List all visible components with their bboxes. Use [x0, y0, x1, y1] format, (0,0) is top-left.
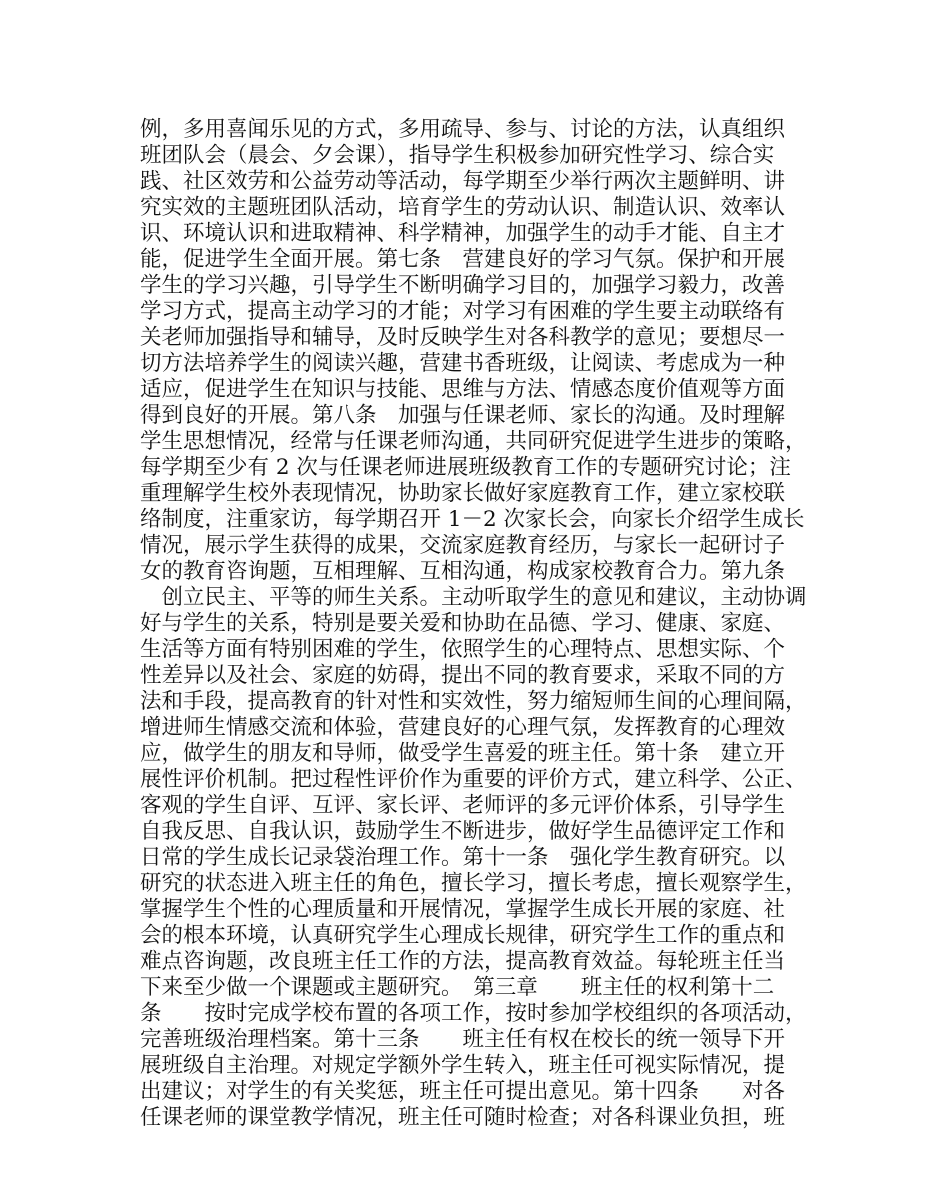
- text-line: 切方法培养学生的阅读兴趣，营建书香班级，让阅读、考虑成为一种: [140, 351, 786, 376]
- text-line: 条 按时完成学校布置的各项工作，按时参加学校组织的各项活动，: [140, 1001, 807, 1026]
- text-line: 会的根本环境，认真研究学生心理成长规律，研究学生工作的重点和: [140, 923, 786, 948]
- body-text: [140, 117, 820, 1131]
- text-line: 得到良好的开展。第八条 加强与任课老师、家长的沟通。及时理解: [140, 403, 786, 428]
- text-line: 自我反思、自我认识，鼓励学生不断进步，做好学生品德评定工作和: [140, 819, 786, 844]
- text-line: 难点咨询题，改良班主任工作的方法，提高教育效益。每轮班主任当: [140, 949, 786, 974]
- text-line: 日常的学生成长记录袋治理工作。第十一条 强化学生教育研究。以: [140, 845, 786, 870]
- text-line: 班团队会（晨会、夕会课），指导学生积极参加研究性学习、综合实: [140, 143, 775, 168]
- text-line: 究实效的主题班团队活动，培育学生的劳动认识、制造认识、效率认: [140, 195, 786, 220]
- text-line: 适应，促进学生在知识与技能、思维与方法、情感态度价值观等方面: [140, 377, 786, 402]
- text-line: 学生的学习兴趣，引导学生不断明确学习目的，加强学习毅力，改善: [140, 273, 786, 298]
- text-line: 完善班级治理档案。第十三条 班主任有权在校长的统一领导下开: [140, 1027, 786, 1052]
- text-line: 下来至少做一个课题或主题研究。 第三章 班主任的权利第十二: [140, 975, 775, 1000]
- text-line: 学生思想情况，经常与任课老师沟通，共同研究促进学生进步的策略，: [140, 429, 807, 454]
- text-line: 络制度，注重家访，每学期召开 1－2 次家长会，向家长介绍学生成长: [140, 507, 805, 532]
- text-line: 客观的学生自评、互评、家长评、老师评的多元评价体系，引导学生: [140, 793, 786, 818]
- text-line: 展性评价机制。把过程性评价作为重要的评价方式，建立科学、公正、: [140, 767, 807, 792]
- text-line: 法和手段，提高教育的针对性和实效性，努力缩短师生间的心理间隔，: [140, 689, 807, 714]
- text-line: 增进师生情感交流和体验，营建良好的心理气氛，发挥教育的心理效: [140, 715, 786, 740]
- text-line: 每学期至少有 2 次与任课老师进展班级教育工作的专题研究讨论；注: [140, 455, 791, 480]
- text-line: 应，做学生的朋友和导师，做受学生喜爱的班主任。第十条 建立开: [140, 741, 786, 766]
- text-line: 例，多用喜闻乐见的方式，多用疏导、参与、讨论的方法，认真组织: [140, 117, 786, 142]
- text-line: 好与学生的关系，特别是要关爱和协助在品德、学习、健康、家庭、: [140, 611, 786, 636]
- text-line: 任课老师的课堂教学情况，班主任可随时检查；对各科课业负担，班: [140, 1105, 786, 1130]
- text-line: 出建议；对学生的有关奖惩，班主任可提出意见。第十四条 对各: [140, 1079, 786, 1104]
- text-line: 研究的状态进入班主任的角色，擅长学习，擅长考虑，擅长观察学生，: [140, 871, 807, 896]
- text-line: 情况，展示学生获得的成果，交流家庭教育经历，与家长一起研讨子: [140, 533, 786, 558]
- text-line: 识、环境认识和进取精神、科学精神，加强学生的动手才能、自主才: [140, 221, 786, 246]
- text-line: 性差异以及社会、家庭的妨碍，提出不同的教育要求，采取不同的方: [140, 663, 786, 688]
- text-line: 掌握学生个性的心理质量和开展情况，掌握学生成长开展的家庭、社: [140, 897, 786, 922]
- text-line: 生活等方面有特别困难的学生，依照学生的心理特点、思想实际、个: [140, 637, 786, 662]
- text-line: 重理解学生校外表现情况，协助家长做好家庭教育工作，建立家校联: [140, 481, 786, 506]
- text-line: 创立民主、平等的师生关系。主动听取学生的意见和建议，主动协调: [140, 585, 807, 610]
- text-line: 关老师加强指导和辅导，及时反映学生对各科教学的意见；要想尽一: [140, 325, 786, 350]
- text-line: 展班级自主治理。对规定学额外学生转入，班主任可视实际情况，提: [140, 1053, 786, 1078]
- text-line: 能，促进学生全面开展。第七条 营建良好的学习气氛。保护和开展: [140, 247, 786, 272]
- text-line: 践、社区效劳和公益劳动等活动，每学期至少举行两次主题鲜明、讲: [140, 169, 786, 194]
- text-line: 学习方式，提高主动学习的才能；对学习有困难的学生要主动联络有: [140, 299, 786, 324]
- text-line: 女的教育咨询题，互相理解、互相沟通，构成家校教育合力。第九条: [140, 559, 786, 584]
